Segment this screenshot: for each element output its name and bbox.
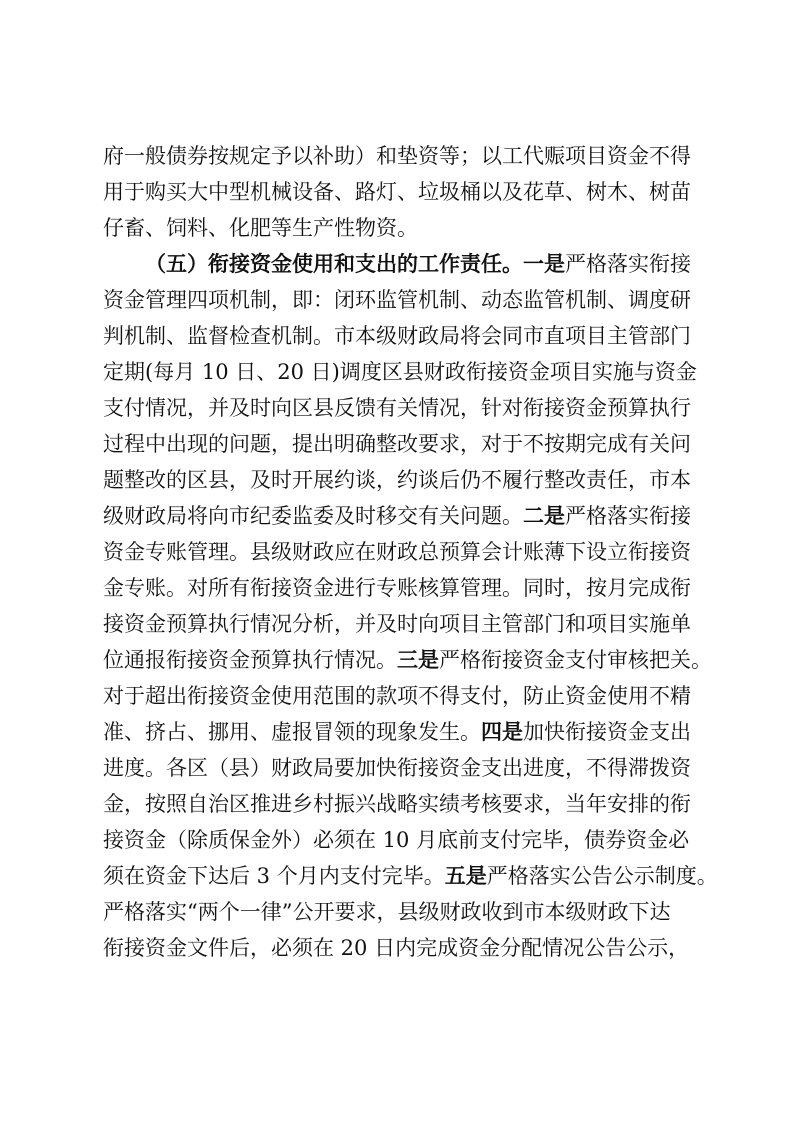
paragraph-line: 仔畜、饲料、化肥等生产性物资。 (103, 216, 418, 240)
item-text: 准、挤占、挪用、虚报冒领的现象发生。 (103, 720, 481, 744)
paragraph-line (103, 645, 712, 675)
item-label: 五是 (444, 863, 487, 888)
item-text: 级财政局将向市纪委监委及时移交有关问题。 (103, 504, 523, 528)
paragraph-line: 题整改的区县，及时开展约谈，约谈后仍不履行整改责任，市本 (103, 468, 691, 492)
paragraph-line: 进度。各区（县）财政局要加快衔接资金支出进度，不得滞拨资 (103, 756, 691, 780)
item-text: 加快衔接资金支出 (523, 720, 691, 744)
paragraph-line (103, 717, 691, 747)
paragraph-line: 对于超出衔接资金使用范围的款项不得支付，防止资金使用不精 (103, 684, 691, 708)
paragraph-line: 金，按照自治区推进乡村振兴战略实绩考核要求，当年安排的衔 (103, 792, 691, 816)
item-label: 一是 (523, 251, 565, 276)
paragraph-line: 资金管理四项机制，即：闭环监管机制、动态监管机制、调度研 (103, 288, 691, 312)
section-heading-line (145, 249, 691, 279)
paragraph-line: 判机制、监督检查机制。市本级财政局将会同市直项目主管部门 (103, 324, 691, 348)
paragraph-line: 府一般债券按规定予以补助）和垫资等；以工代赈项目资金不得 (103, 144, 691, 168)
body-text (103, 141, 718, 960)
paragraph-line: 资金专账管理。县级财政应在财政总预算会计账薄下设立衔接资 (103, 540, 691, 564)
item-text: 严格落实衔接 (565, 504, 691, 528)
paragraph-line: 接资金（除质保金外）必须在 10 月底前支付完毕，债券资金必 (103, 828, 690, 852)
paragraph-line (103, 861, 718, 891)
paragraph-line: 严格落实“两个一律”公开要求，县级财政收到市本级财政下达 (103, 900, 671, 924)
paragraph-line: 用于购买大中型机械设备、路灯、垃圾桶以及花草、树木、树苗 (103, 180, 691, 204)
item-text: 须在资金下达后 3 个月内支付完毕。 (103, 864, 445, 888)
item-label: 二是 (523, 503, 565, 528)
paragraph-line: 接资金预算执行情况分析，并及时向项目主管部门和项目实施单 (103, 612, 691, 636)
paragraph-line: 衔接资金文件后，必须在 20 日内完成资金分配情况公告公示， (103, 936, 690, 960)
item-text: 严格衔接资金支付审核把关。 (439, 648, 712, 672)
section-heading: （五）衔接资金使用和支出的工作责任。 (145, 251, 523, 276)
item-label: 四是 (481, 719, 523, 744)
paragraph-line: 金专账。对所有衔接资金进行专账核算管理。同时，按月完成衔 (103, 576, 691, 600)
item-text: 严格落实公告公示制度。 (486, 864, 718, 888)
paragraph-line: 过程中出现的问题，提出明确整改要求，对于不按期完成有关问 (103, 432, 691, 456)
paragraph-line: 定期(每月 10 日、20 日)调度区县财政衔接资金项目实施与资金 (103, 360, 697, 384)
item-text: 位通报衔接资金预算执行情况。 (103, 648, 397, 672)
item-text: 严格落实衔接 (565, 252, 691, 276)
paragraph-line (103, 501, 691, 531)
item-label: 三是 (397, 647, 439, 672)
paragraph-line: 支付情况，并及时向区县反馈有关情况，针对衔接资金预算执行 (103, 396, 691, 420)
